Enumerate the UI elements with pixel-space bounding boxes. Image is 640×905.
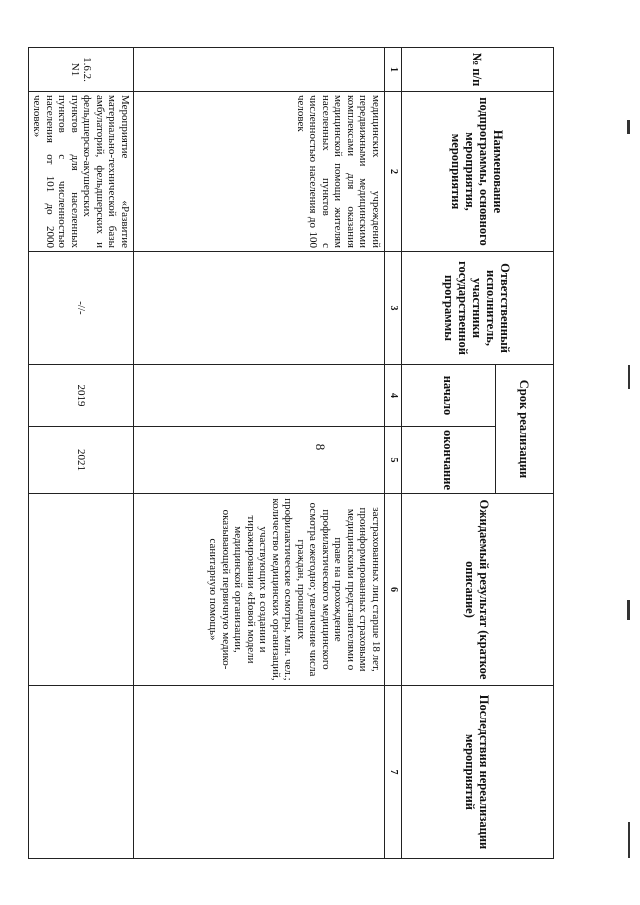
row-result <box>29 494 134 686</box>
header-end: окончание <box>402 427 496 494</box>
row-result: застрахованных лиц старше 18 лет, проинформированных страховыми медицинскими представителями о праве на прохождение профилактического медицинского осмотра ежегодно; увеличение числа граждан, прошедших профилактические осмотры, млн. чел.; количество медицинских организаций, участвующих в создании и тиражировании «Новой модели медицинской организации, оказывающей первичную медико-санитарную помощь» <box>134 494 385 686</box>
scan-artifact <box>627 600 630 620</box>
header-consequences: Последствия нереализации мероприятий <box>402 686 554 859</box>
row-executor: -//- <box>29 252 134 365</box>
column-number: 2 <box>385 92 402 252</box>
row-start: 2019 <box>29 365 134 427</box>
page-number: 8 <box>313 443 328 451</box>
header-num: № п/п <box>402 48 554 92</box>
row-num: 1.6.2. N1 <box>29 48 134 92</box>
header-name: Наименование подпрограммы, основного мероприятия, мероприятия <box>402 92 554 252</box>
header-result: Ожидаемый результат (краткое описание) <box>402 494 554 686</box>
table-row <box>29 48 134 859</box>
header-start: начало <box>402 365 496 427</box>
row-consequences <box>29 686 134 859</box>
table-row <box>134 48 385 859</box>
row-consequences <box>134 686 385 859</box>
header-period: Срок реализации <box>496 365 554 494</box>
row-name: Мероприятие «Развитие материально-технической базы амбулаторий, фельдшерских и фельдшерско-акушерских пунктов для населенных пунктов с численностью населения от 101 до 2000 человек» <box>29 92 134 252</box>
header-executor: Ответственный исполнитель, участники государственной программы <box>402 252 554 365</box>
scan-artifact <box>627 120 630 134</box>
column-number: 1 <box>385 48 402 92</box>
column-number: 5 <box>385 427 402 494</box>
rotated-table-container <box>31 47 554 858</box>
column-number: 6 <box>385 494 402 686</box>
column-number: 3 <box>385 252 402 365</box>
column-number-row <box>385 48 402 859</box>
scan-artifact <box>628 365 630 389</box>
row-end: 2021 <box>29 427 134 494</box>
scan-artifact <box>628 822 630 858</box>
column-number: 7 <box>385 686 402 859</box>
row-num <box>134 48 385 92</box>
program-table <box>28 47 554 859</box>
row-end <box>134 427 385 494</box>
row-start <box>134 365 385 427</box>
row-name: медицинских учреждений передвижными медицинскими комплексами для оказания медицинской помощи жителям населенных пунктов с численностью населения до 100 человек <box>134 92 385 252</box>
row-executor <box>134 252 385 365</box>
column-number: 4 <box>385 365 402 427</box>
